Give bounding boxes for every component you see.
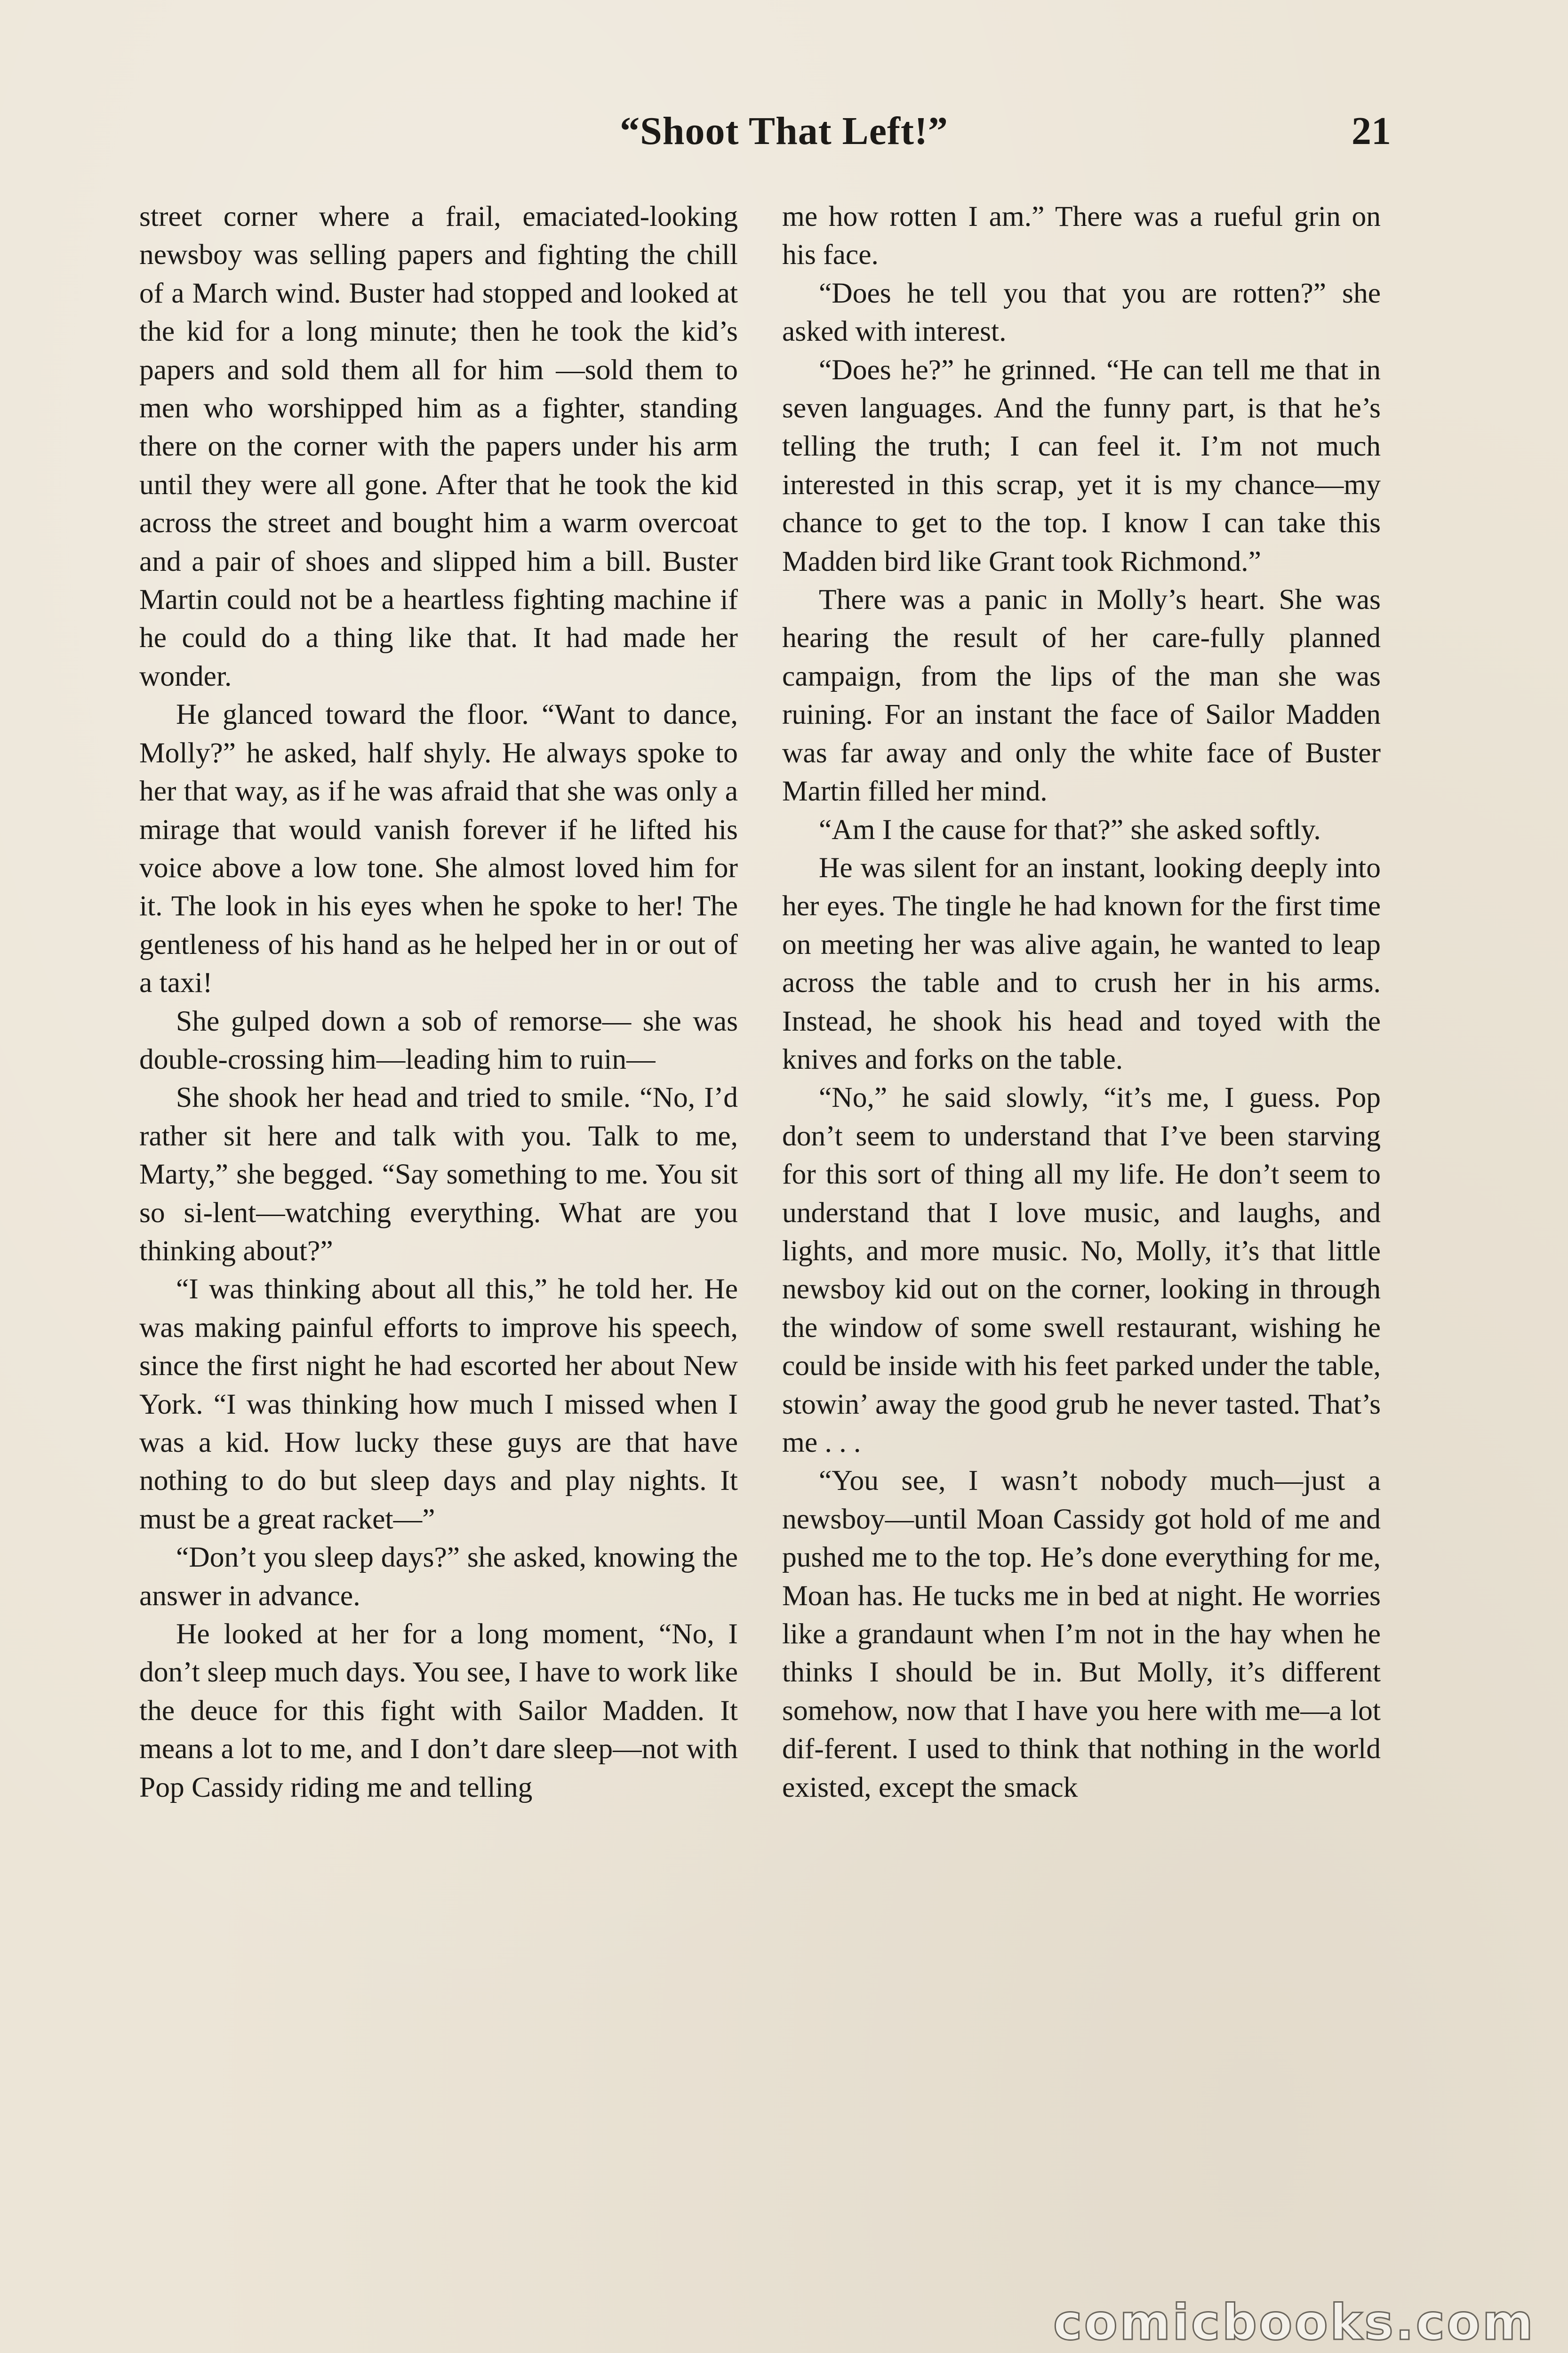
paragraph: She gulped down a sob of remorse— she was double-crossing him—leading him to ruin— [139,1005,738,1075]
paragraph: He was silent for an instant, looking deeply into her eyes. The tingle he had known for the first time on meeting her was alive again, he wanted to leap across the table and to crush her in his arms. Instead, he shook his head and toyed with the knives and forks on the table. [782,851,1381,1075]
paragraph: “Am I the cause for that?” she asked softly. [819,813,1321,846]
left-column [139,198,738,1807]
paragraph: street corner where a frail, emaciated-looking newsboy was selling papers and fighting the chill of a March wind. Buster had stopped and looked at the kid for a long minute; then he took the kid’s papers and sold them all for him —sold them to men who worshipped him as a fighter, standing there on the corner with the papers under his arm until they were all gone. After that he took the kid across the street and bought him a warm overcoat and a pair of shoes and slipped him a bill. Buster Martin could not be a heartless fighting machine if he could do a thing like that. It had made her wonder. [139,200,738,692]
paragraph: He glanced toward the floor. “Want to dance, Molly?” he asked, half shyly. He always spoke to her that way, as if he was afraid that she was only a mirage that would vanish forever if he lifted his voice above a low tone. She almost loved him for it. The look in his eyes when he spoke to her! The gentleness of his hand as he helped her in or out of a taxi! [139,698,738,999]
paragraph: “Does he?” he grinned. “He can tell me that in seven languages. And the funny part, is that he’s telling the truth; I can feel it. I’m not much interested in this scrap, yet it is my chance—my chance to get to the top. I know I can take this Madden bird like Grant took Richmond.” [782,353,1381,577]
page-number: 21 [1352,109,1391,153]
paragraph: “You see, I wasn’t nobody much—just a newsboy—until Moan Cassidy got hold of me and pushed me to the top. He’s done everything for me, Moan has. He tucks me in bed at night. He worries like a grandaunt when I’m not in the hay when he thinks I should be in. But Molly, it’s different somehow, now that I have you here with me—a lot dif-ferent. I used to think that nothing in the world existed, except the smack [782,1465,1381,1803]
page-header [0,108,1568,174]
watermark: comicbooks.com [1053,2294,1535,2351]
paragraph: She shook her head and tried to smile. “No, I’d rather sit here and talk with you. Talk to me, Marty,” she begged. “Say something to me. You sit so si-lent—watching everything. What are you thinking about?” [139,1081,738,1267]
paragraph: “Don’t you sleep days?” she asked, knowing the answer in advance. [139,1541,738,1612]
paragraph: There was a panic in Molly’s heart. She was hearing the result of her care-fully planned campaign, from the lips of the man she was ruining. For an instant the face of Sailor Madden was far away and only the white face of Buster Martin filled her mind. [782,584,1381,808]
paragraph: “Does he tell you that you are rotten?” she asked with interest. [782,277,1381,348]
running-title: “Shoot That Left!” [620,109,948,153]
right-column [782,198,1381,1807]
paragraph: “No,” he said slowly, “it’s me, I guess. Pop don’t seem to understand that I’ve been starving for this sort of thing all my life. He don’t seem to understand that I love music, and laughs, and lights, and more music. No, Molly, it’s that little newsboy kid out on the corner, looking in through the window of some swell restaurant, wishing he could be inside with his feet parked under the table, stowin’ away the good grub he never tasted. That’s me . . . [782,1081,1381,1458]
paragraph: “I was thinking about all this,” he told her. He was making painful efforts to improve his speech, since the first night he had escorted her about New York. “I was thinking how much I missed when I was a kid. How lucky these guys are that have nothing to do but sleep days and play nights. It must be a great racket—” [139,1273,738,1535]
paragraph: me how rotten I am.” There was a rueful grin on his face. [782,200,1381,271]
paragraph: He looked at her for a long moment, “No, I don’t sleep much days. You see, I have to work like the deuce for this fight with Sailor Madden. It means a lot to me, and I don’t dare sleep—not with Pop Cassidy riding me and telling [139,1618,738,1803]
